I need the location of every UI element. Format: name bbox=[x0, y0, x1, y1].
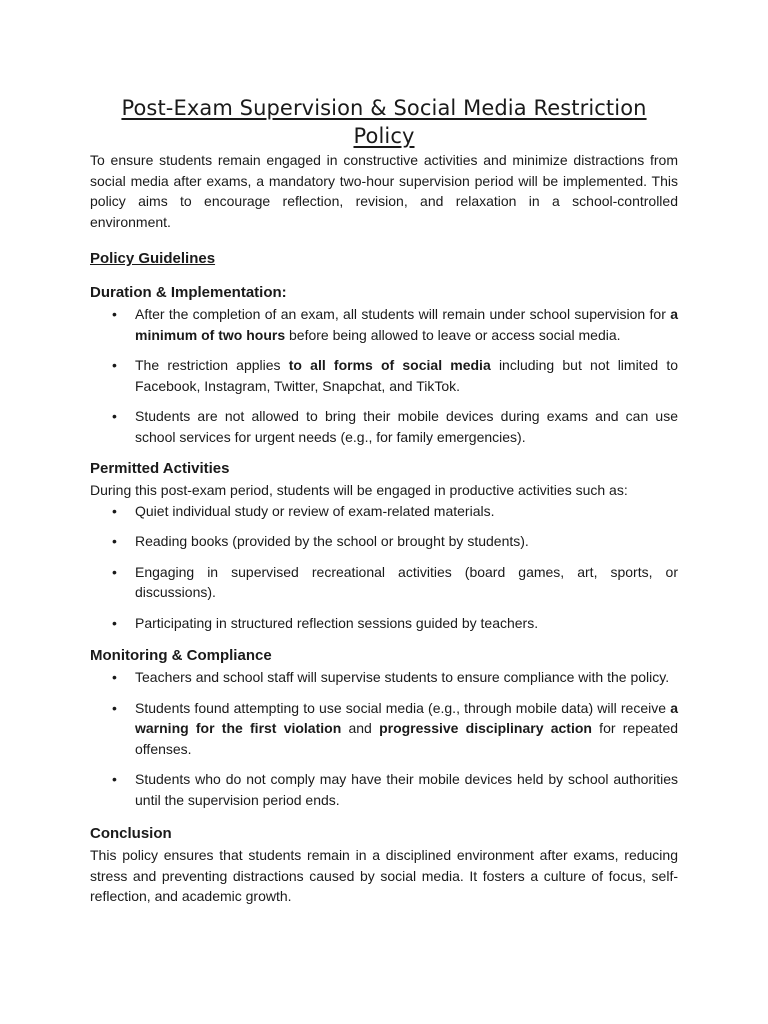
permitted-list bbox=[90, 501, 678, 634]
list-item: • Students are not allowed to bring their mobile devices during exams and can use school services for urgent needs (e.g., for family emergencies). bbox=[112, 408, 678, 445]
conclusion-paragraph: This policy ensures that students remain in a disciplined environment after exams, reducing stress and preventing distractions caused by social media. It fosters a culture of focus, self-reflection, and academic growth. bbox=[90, 847, 678, 904]
monitoring-heading: Monitoring & Compliance bbox=[90, 647, 272, 664]
list-item: • Engaging in supervised recreational activities (board games, art, sports, or discussions). bbox=[112, 563, 678, 600]
list-item: • After the completion of an exam, all students will remain under school supervision for a minimum of two hours before being allowed to leave or access social media. bbox=[112, 306, 678, 343]
duration-list bbox=[90, 304, 678, 447]
list-item: • Students found attempting to use social media (e.g., through mobile data) will receive a warning for the first violation and progressive disciplinary action for repeated offenses. bbox=[112, 699, 679, 757]
list-item: • Reading books (provided by the school or brought by students). bbox=[90, 531, 678, 552]
page-title: Post-Exam Supervision & Social Media Restriction Policy bbox=[121, 96, 647, 148]
list-item: • The restriction applies to all forms of social media including but not limited to Facebook, Instagram, Twitter, Snapchat, and TikTok. bbox=[112, 357, 679, 394]
list-item: • Quiet individual study or review of exam-related materials. bbox=[90, 501, 678, 522]
bullet-icon: • bbox=[112, 408, 117, 424]
duration-heading: Duration & Implementation: bbox=[90, 284, 287, 301]
permitted-lead-paragraph: During this post-exam period, students will be engaged in productive activities such as: bbox=[90, 482, 628, 498]
list-item: • Participating in structured reflection sessions guided by teachers. bbox=[90, 613, 678, 634]
list-item: • Students who do not comply may have their mobile devices held by school authorities until the supervision period ends. bbox=[112, 771, 678, 808]
bullet-icon: • bbox=[112, 306, 117, 322]
monitoring-list bbox=[90, 667, 678, 810]
bullet-icon: • bbox=[112, 699, 117, 716]
policy-guidelines-heading: Policy Guidelines bbox=[90, 250, 216, 267]
bullet-icon: • bbox=[112, 357, 117, 373]
bullet-icon: • bbox=[112, 771, 117, 787]
bullet-icon: • bbox=[112, 614, 117, 631]
conclusion-heading: Conclusion bbox=[90, 825, 172, 842]
permitted-activities-heading: Permitted Activities bbox=[90, 460, 230, 477]
bullet-icon: • bbox=[112, 533, 117, 549]
intro-paragraph: To ensure students remain engaged in constructive activities and minimize distractions from social media after exams, a mandatory two-hour supervision period will be implemented. This policy aims to encourage reflection, revision, and relaxation in a school-controlled environment. bbox=[90, 152, 678, 230]
bullet-icon: • bbox=[112, 502, 117, 519]
list-item: • Teachers and school staff will supervise students to ensure compliance with the policy. bbox=[90, 667, 678, 688]
bullet-icon: • bbox=[112, 563, 117, 580]
bullet-icon: • bbox=[112, 669, 117, 685]
